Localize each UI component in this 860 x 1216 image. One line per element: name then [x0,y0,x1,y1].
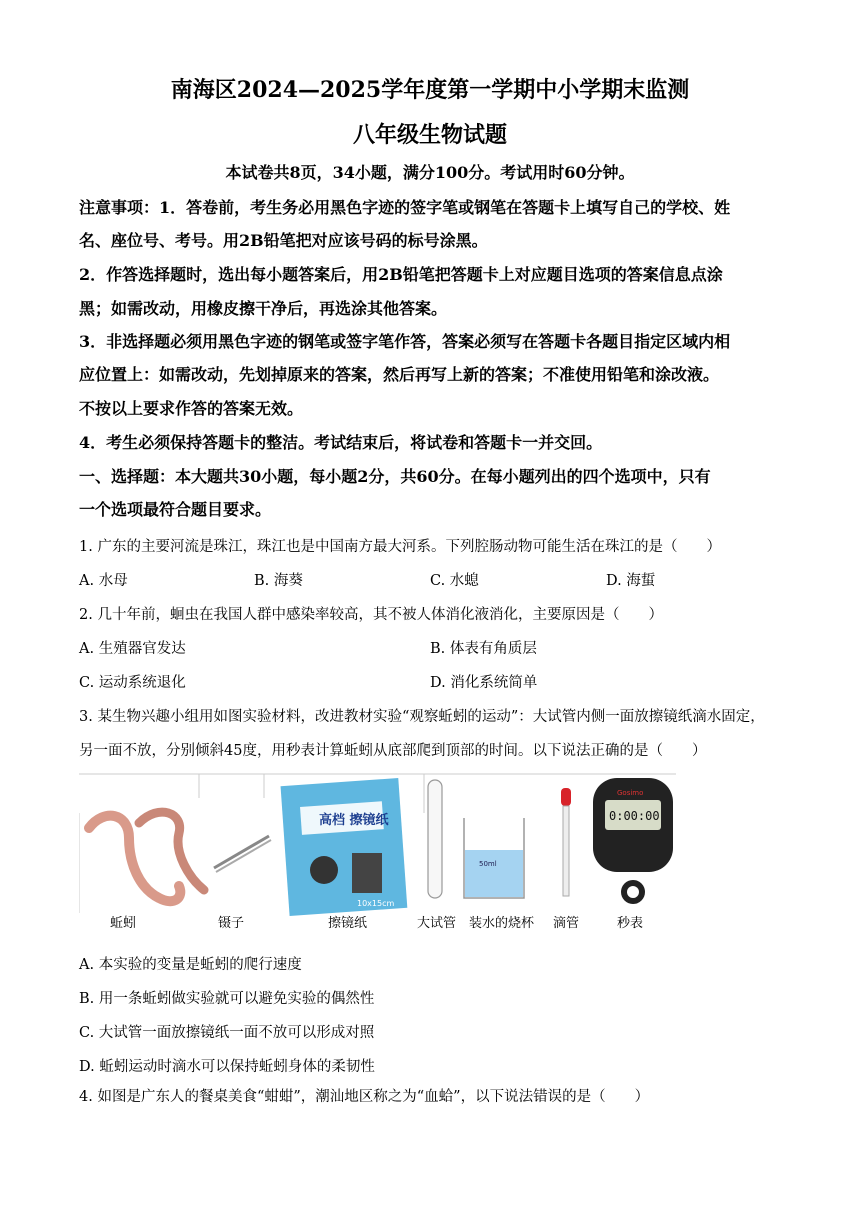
stopwatch-image [593,778,673,904]
note-3-line-1: 3．非选择题必须用黑色字迹的钢笔或签字笔作答，答案必须写在答题卡各题目指定区域内相 [79,332,731,351]
note-2-line-1: 2．作答选择题时，选出每小题答案后，用2B铅笔把答题卡上对应题目选项的答案信息点涂 [79,265,723,284]
question-3-stem-line-1: 3. 某生物兴趣小组用如图实验材料，改进教材实验“观察蚯蚓的运动”：大试管内侧一面放擦镜纸滴水固定， [79,709,765,725]
exam-subject-title: 八年级生物试题 [352,122,507,148]
test-tube-image [428,780,442,898]
section-heading-line-1: 一、选择题：本大题共30小题，每小题2分，共60分。在每小题列出的四个选项中，只有 [79,467,711,486]
note-1-line-1: 注意事项：1．答卷前，考生务必用黑色字迹的签字笔或钢笔在答题卡上填写自己的学校、姓 [79,198,731,217]
experiment-materials-figure [79,768,679,933]
note-1-line-2: 名、座位号、考号。用2B铅笔把对应该号码的标号涂黑。 [79,231,488,250]
beaker-image [464,818,524,898]
note-2-line-2: 黑；如需改动，用橡皮擦干净后，再选涂其他答案。 [79,299,448,318]
caption-earthworm: 蚯蚓 [110,916,137,931]
note-3-line-2: 应位置上：如需改动，先划掉原来的答案，然后再写上新的答案；不准使用铅笔和涂改液。 [79,365,720,384]
beaker-volume: 50ml [479,860,497,868]
question-2-option-d: D. 消化系统简单 [430,675,538,691]
section-heading-line-2: 一个选项最符合题目要求。 [79,500,272,519]
exam-info: 本试卷共8页，34小题，满分100分。考试用时60分钟。 [225,163,635,182]
question-2-stem: 2. 几十年前，蛔虫在我国人群中感染率较高，其不被人体消化液消化，主要原因是（ ） [79,607,663,623]
lens-paper-package [281,778,408,916]
question-2-option-a: A. 生殖器官发达 [79,641,186,657]
question-3-option-b: B. 用一条蚯蚓做实验就可以避免实验的偶然性 [79,991,375,1007]
caption-lens-paper: 擦镜纸 [328,916,368,931]
question-1-option-b: B. 海葵 [254,573,303,589]
question-1-option-a: A. 水母 [79,573,128,589]
package-count: 10x15cm [357,899,395,908]
caption-stopwatch: 秒表 [617,916,644,931]
caption-test-tube: 大试管 [417,916,457,931]
exam-title: 南海区2024—2025学年度第一学期中小学期末监测 [170,77,690,103]
caption-beaker: 装水的烧杯 [469,916,535,931]
note-3-line-3: 不按以上要求作答的答案无效。 [79,399,304,418]
stopwatch-display: 0:00:00 [609,809,660,823]
question-2-option-c: C. 运动系统退化 [79,675,186,691]
dropper-image [561,788,571,896]
question-3-option-c: C. 大试管一面放擦镜纸一面不放可以形成对照 [79,1025,375,1041]
caption-dropper: 滴管 [553,916,580,931]
question-4-stem: 4. 如图是广东人的餐桌美食“蚶蚶”，潮汕地区称之为“血蛤”，以下说法错误的是（ ） [79,1089,650,1105]
question-3-stem-line-2: 另一面不放，分别倾斜45度，用秒表计算蚯蚓从底部爬到顶部的时间。以下说法正确的是（ ） [79,743,707,759]
caption-tweezers: 镊子 [218,916,245,931]
question-2-option-b: B. 体表有角质层 [430,641,537,657]
stopwatch-brand: Gosimo [617,789,644,797]
earthworm-image [89,812,204,901]
package-label: 高档 擦镜纸 [319,813,389,828]
question-3-option-a: A. 本实验的变量是蚯蚓的爬行速度 [79,957,302,973]
materials-illustration [79,768,679,933]
question-1-option-c: C. 水螅 [430,573,479,589]
question-1-option-d: D. 海蜇 [606,573,656,589]
question-1-stem: 1. 广东的主要河流是珠江，珠江也是中国南方最大河系。下列腔肠动物可能生活在珠江的是（ ） [79,539,721,555]
question-3-option-d: D. 蚯蚓运动时滴水可以保持蚯蚓身体的柔韧性 [79,1059,375,1075]
note-4: 4．考生必须保持答题卡的整洁。考试结束后，将试卷和答题卡一并交回。 [79,433,603,452]
tweezers-image [214,836,271,872]
